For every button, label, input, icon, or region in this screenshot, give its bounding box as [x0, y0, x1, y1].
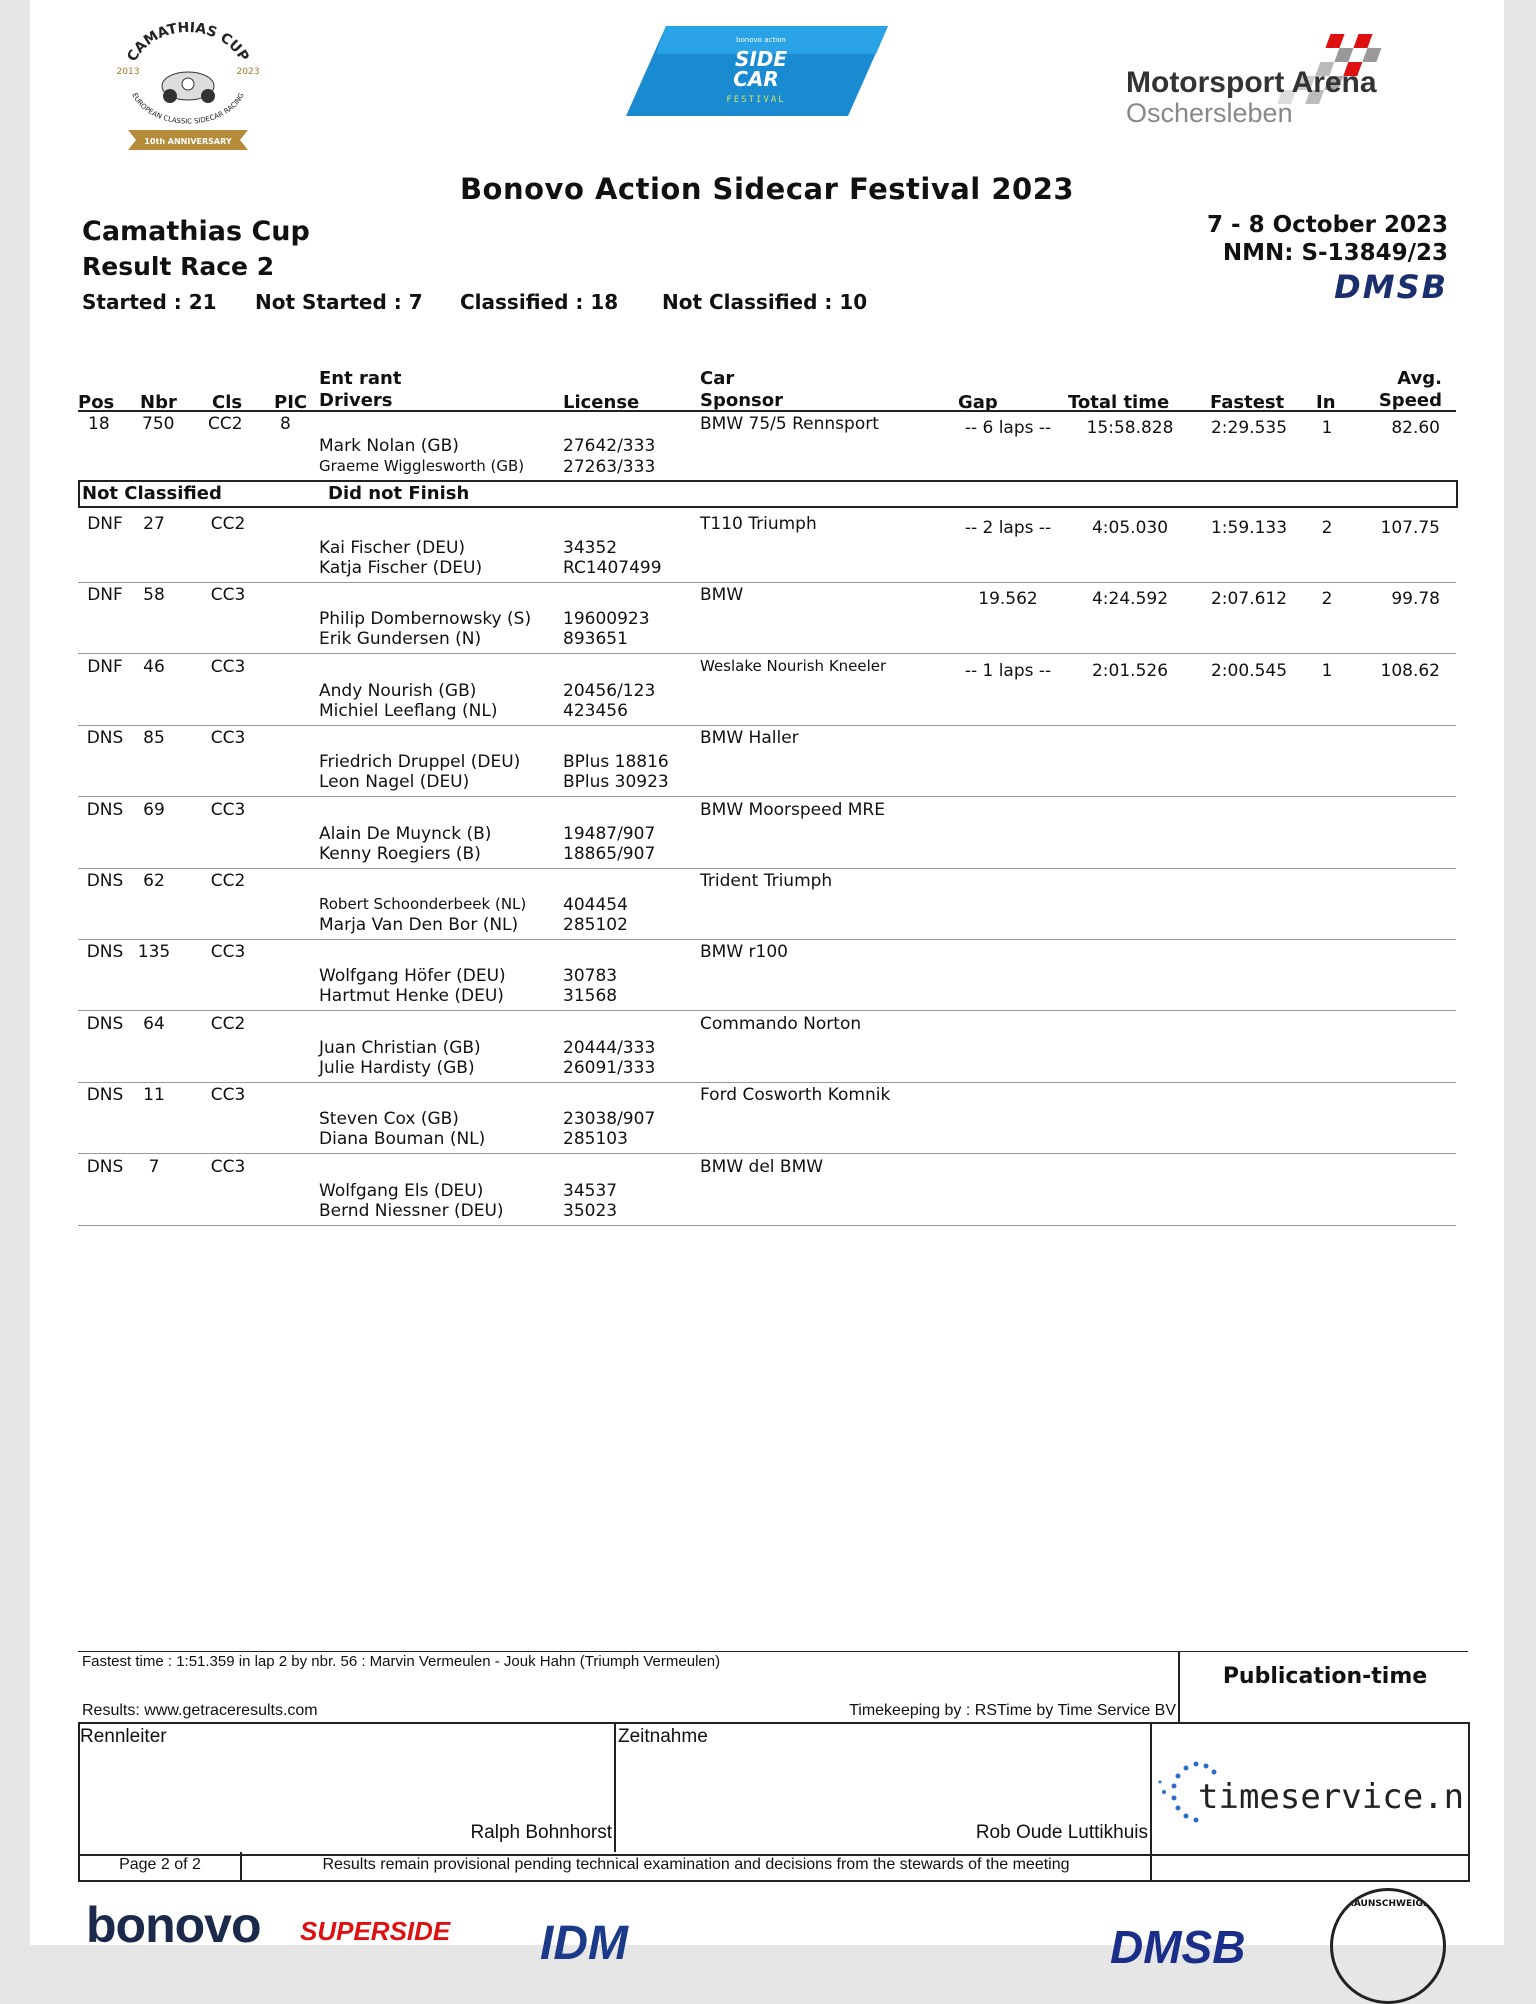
row-driver2: Bernd Niessner (DEU)	[319, 1200, 504, 1221]
row-car: T110 Triumph	[700, 514, 817, 534]
nmn-number: NMN: S-13849/23	[1222, 240, 1448, 266]
row-driver1: Steven Cox (GB)	[319, 1109, 459, 1130]
row-driver2: Leon Nagel (DEU)	[319, 772, 470, 793]
col-license: License	[563, 392, 640, 413]
results-page	[30, 0, 1504, 1973]
row-pos: DNF	[87, 514, 123, 534]
row-license1: 34352	[563, 538, 618, 558]
classified-cls: CC2	[208, 414, 243, 434]
svg-text:10th ANNIVERSARY: 10th ANNIVERSARY	[144, 137, 232, 146]
row-cls: CC3	[210, 799, 246, 820]
svg-text:2023: 2023	[236, 67, 260, 77]
event-date: 7 - 8 October 2023	[1207, 212, 1448, 238]
row-gap: -- 2 laps --	[964, 518, 1052, 538]
row-license2: 26091/333	[563, 1057, 656, 1078]
row-total-time: 2:01.526	[1091, 660, 1169, 681]
disclaimer: Results remain provisional pending technical examination and decisions from the stewards of the meeting	[322, 1856, 1070, 1873]
row-pos: DNS	[86, 871, 124, 891]
row-cls: CC3	[210, 1085, 246, 1106]
classified-pos: 18	[88, 414, 110, 434]
col-pos: Pos	[78, 392, 115, 413]
dmsb-sponsor-logo: DMSB	[1110, 1921, 1246, 1973]
svg-text:bonovo action: bonovo action	[736, 36, 786, 44]
rennleiter-label: Rennleiter	[80, 1726, 167, 1747]
rennleiter-name: Ralph Bohnhorst	[470, 1822, 612, 1843]
row-speed: 107.75	[1380, 518, 1440, 538]
row-divider	[78, 582, 1456, 583]
publication-box	[1178, 1652, 1470, 1722]
row-cls: CC2	[210, 514, 246, 534]
row-car: BMW del BMW	[700, 1156, 824, 1177]
stat-not-classified: Not Classified : 10	[662, 290, 868, 314]
stat-started: Started : 21	[82, 290, 217, 314]
classified-gap: -- 6 laps --	[964, 418, 1052, 438]
row-license1: 20444/333	[563, 1037, 656, 1058]
row-speed: 108.62	[1380, 660, 1440, 681]
row-nbr: 69	[143, 799, 165, 820]
row-nbr: 62	[143, 871, 165, 891]
did-not-finish-label: Did not Finish	[328, 483, 470, 504]
row-car: Commando Norton	[700, 1013, 862, 1034]
svg-text:Motorsport Arena: Motorsport Arena	[1126, 66, 1377, 99]
row-nbr: 58	[143, 585, 165, 606]
row-driver1: Robert Schoonderbeek (NL)	[319, 895, 527, 913]
row-divider	[78, 796, 1456, 797]
row-cls: CC3	[210, 942, 246, 963]
classified-driver2: Graeme Wigglesworth (GB)	[319, 457, 525, 475]
row-driver2: Kenny Roegiers (B)	[319, 843, 481, 864]
col-speed: Speed	[1378, 390, 1442, 411]
row-cls: CC2	[210, 871, 246, 891]
row-license1: 20456/123	[563, 680, 656, 701]
svg-text:Oschersleben: Oschersleben	[1126, 98, 1293, 128]
row-license1: BPlus 18816	[563, 752, 669, 773]
row-car: BMW	[700, 585, 744, 606]
row-total-time: 4:05.030	[1091, 518, 1169, 538]
col-car: Car	[700, 368, 735, 389]
row-pos: DNS	[86, 799, 124, 820]
row-cls: CC3	[210, 585, 246, 606]
row-nbr: 85	[143, 728, 165, 749]
timekeeping: Timekeeping by : RSTime by Time Service BV	[849, 1702, 1176, 1719]
row-divider	[78, 1153, 1456, 1154]
row-nbr: 64	[143, 1013, 165, 1034]
row-pos: DNF	[87, 656, 123, 677]
row-driver2: Julie Hardisty (GB)	[319, 1057, 475, 1078]
sidecar-festival-logo	[626, 26, 888, 116]
col-cls: Cls	[212, 392, 243, 413]
svg-text:CAMATHIAS CUP: CAMATHIAS CUP	[124, 22, 252, 65]
timeservice-logo	[1154, 1752, 1466, 1842]
row-car: Ford Cosworth Komnik	[700, 1085, 891, 1106]
row-in: 2	[1321, 518, 1333, 538]
col-gap: Gap	[958, 392, 998, 413]
row-license2: 35023	[563, 1200, 618, 1221]
row-license1: 19600923	[563, 609, 650, 630]
row-pos: DNS	[86, 1013, 124, 1034]
row-divider	[78, 1225, 1456, 1226]
row-license2: 31568	[563, 986, 618, 1007]
row-license2: 285102	[563, 915, 628, 935]
row-license2: 893651	[563, 629, 628, 650]
svg-text:EUROPEAN CLASSIC SIDECAR RACIN: EUROPEAN CLASSIC SIDECAR RACING	[130, 91, 246, 126]
row-driver2: Hartmut Henke (DEU)	[319, 986, 504, 1007]
row-car: Weslake Nourish Kneeler	[700, 656, 887, 675]
cup-title: Camathias Cup	[82, 216, 310, 247]
row-license1: 34537	[563, 1180, 618, 1201]
row-pos: DNS	[86, 1156, 124, 1177]
col-nbr: Nbr	[140, 392, 177, 413]
classified-license2: 27263/333	[563, 457, 656, 477]
row-divider	[78, 868, 1456, 869]
row-fastest: 1:59.133	[1210, 518, 1288, 538]
classified-pic: 8	[280, 414, 291, 434]
stat-classified: Classified : 18	[460, 290, 619, 314]
row-nbr: 7	[148, 1156, 160, 1177]
svg-text:2013: 2013	[116, 67, 140, 77]
row-cls: CC3	[210, 1156, 246, 1177]
svg-text:SIDE: SIDE	[734, 47, 788, 71]
classified-car: BMW 75/5 Rennsport	[700, 414, 879, 434]
row-driver2: Michiel Leeflang (NL)	[319, 700, 498, 721]
col-total-time: Total time	[1068, 392, 1170, 413]
superside-logo: SUPERSIDE	[300, 1916, 451, 1946]
row-speed: 99.78	[1391, 589, 1440, 610]
col-avg: Avg.	[1397, 368, 1442, 389]
row-nbr: 27	[143, 514, 165, 534]
row-fastest: 2:00.545	[1210, 660, 1288, 681]
row-license2: 18865/907	[563, 843, 656, 864]
row-driver2: Erik Gundersen (N)	[319, 629, 482, 650]
row-gap: 19.562	[978, 589, 1038, 610]
not-classified-header	[78, 480, 1458, 508]
classified-speed: 82.60	[1391, 418, 1440, 438]
camathias-cup-logo	[92, 22, 284, 154]
row-pos: DNS	[86, 728, 124, 749]
row-driver1: Kai Fischer (DEU)	[319, 538, 466, 558]
row-license1: 23038/907	[563, 1109, 656, 1130]
row-driver1: Wolfgang Höfer (DEU)	[319, 966, 506, 987]
svg-text:timeservice.nl: timeservice.nl	[1198, 1777, 1466, 1817]
row-divider	[78, 1010, 1456, 1011]
row-nbr: 135	[137, 942, 171, 963]
row-license1: 30783	[563, 966, 618, 987]
row-car: BMW Moorspeed MRE	[700, 799, 885, 820]
row-cls: CC2	[210, 1013, 246, 1034]
page-number: Page 2 of 2	[119, 1856, 201, 1873]
row-driver1: Juan Christian (GB)	[319, 1037, 481, 1058]
classified-license1: 27642/333	[563, 436, 656, 456]
row-driver2: Diana Bouman (NL)	[319, 1129, 486, 1150]
classified-driver1: Mark Nolan (GB)	[319, 436, 459, 456]
row-in: 1	[1321, 660, 1333, 681]
row-pos: DNS	[86, 942, 124, 963]
row-nbr: 11	[143, 1085, 165, 1106]
col-sponsor: Sponsor	[700, 390, 783, 411]
row-license2: 423456	[563, 700, 628, 721]
row-divider	[78, 725, 1456, 726]
bonovo-logo: bonovo	[86, 1897, 261, 1953]
dmsb-logo: DMSB	[1334, 268, 1448, 306]
row-cls: CC3	[210, 656, 246, 677]
row-fastest: 2:07.612	[1210, 589, 1288, 610]
results-url[interactable]: Results: www.getraceresults.com	[82, 1702, 318, 1719]
stat-not-started: Not Started : 7	[255, 290, 423, 314]
classified-fastest: 2:29.535	[1210, 418, 1288, 438]
motorsport-arena-logo	[1122, 30, 1452, 130]
idm-logo: IDM	[540, 1917, 628, 1970]
zeitnahme-name: Rob Oude Luttikhuis	[975, 1822, 1148, 1843]
row-divider	[78, 653, 1456, 654]
row-car: BMW Haller	[700, 728, 799, 749]
col-drivers: Drivers	[319, 390, 393, 411]
svg-text:FESTIVAL: FESTIVAL	[726, 95, 786, 105]
col-in: In	[1316, 392, 1336, 413]
fastest-time: Fastest time : 1:51.359 in lap 2 by nbr. 56 : Marvin Vermeulen - Jouk Hahn (Triumph Vermeulen)	[82, 1653, 721, 1670]
row-license2: 285103	[563, 1129, 628, 1150]
row-license1: 19487/907	[563, 823, 656, 844]
row-total-time: 4:24.592	[1091, 589, 1169, 610]
classified-total: 15:58.828	[1086, 418, 1174, 438]
row-driver1: Philip Dombernowsky (S)	[319, 609, 532, 630]
row-pos: DNS	[86, 1085, 124, 1106]
col-fastest: Fastest	[1210, 392, 1285, 413]
svg-text:CAR: CAR	[733, 67, 779, 91]
row-car: BMW r100	[700, 942, 788, 963]
row-license2: RC1407499	[563, 558, 662, 578]
row-driver2: Marja Van Den Bor (NL)	[319, 915, 519, 935]
row-divider	[78, 1082, 1456, 1083]
row-license2: BPlus 30923	[563, 772, 669, 793]
row-car: Trident Triumph	[700, 871, 833, 891]
event-title: Bonovo Action Sidecar Festival 2023	[459, 172, 1075, 206]
row-driver2: Katja Fischer (DEU)	[319, 558, 483, 578]
row-pos: DNF	[87, 585, 123, 606]
result-title: Result Race 2	[82, 252, 275, 281]
row-driver1: Alain De Muynck (B)	[319, 823, 492, 844]
col-pic: PIC	[274, 392, 308, 413]
zeitnahme-label: Zeitnahme	[618, 1726, 708, 1747]
not-classified-label: Not Classified	[82, 483, 222, 504]
row-in: 2	[1321, 589, 1333, 610]
classified-in: 1	[1321, 418, 1333, 438]
row-driver1: Wolfgang Els (DEU)	[319, 1180, 484, 1201]
row-license1: 404454	[563, 895, 628, 915]
row-driver1: Andy Nourish (GB)	[319, 680, 477, 701]
row-gap: -- 1 laps --	[964, 660, 1052, 681]
row-divider	[78, 939, 1456, 940]
row-nbr: 46	[143, 656, 165, 677]
braunschweiger-logo: BRAUNSCHWEIGER	[1330, 1888, 1446, 2004]
row-cls: CC3	[210, 728, 246, 749]
publication-time: Publication-time	[1222, 1664, 1428, 1689]
classified-nbr: 750	[142, 414, 175, 434]
col-entrant: Ent rant	[319, 368, 402, 389]
row-driver1: Friedrich Druppel (DEU)	[319, 752, 521, 773]
